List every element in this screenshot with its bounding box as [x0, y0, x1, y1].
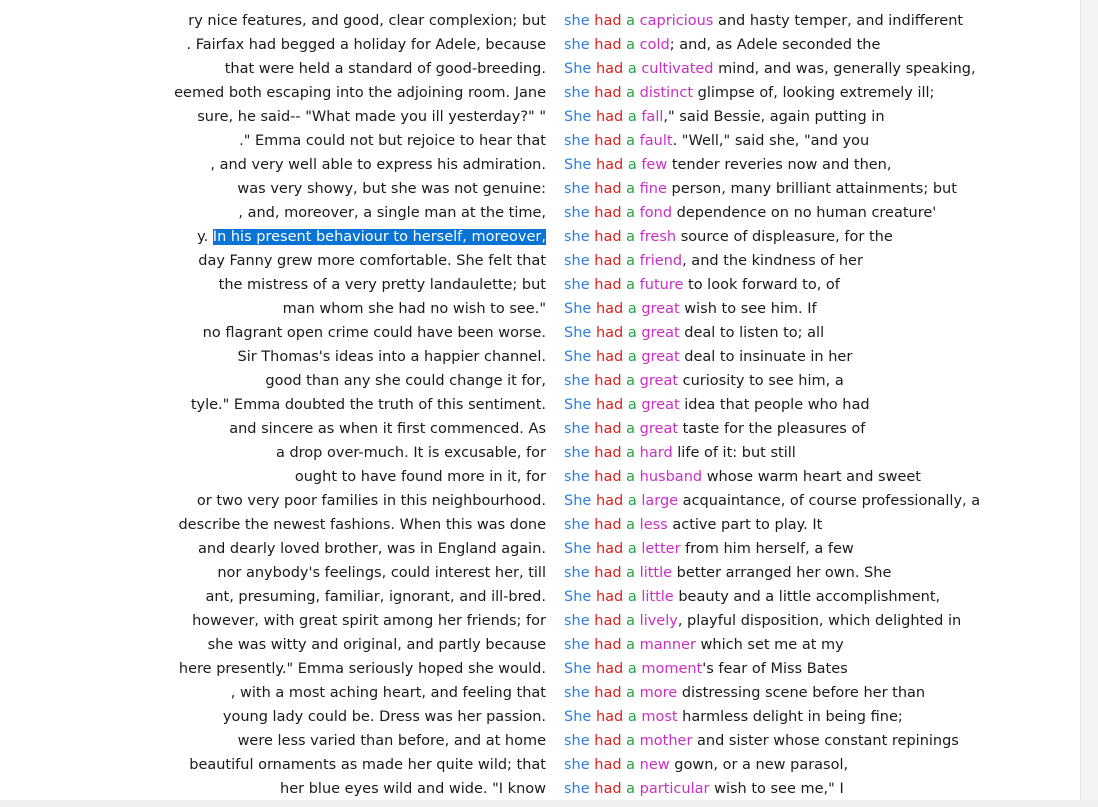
- node-word-a: a: [627, 61, 637, 77]
- concordance-line[interactable]: [0, 345, 1082, 369]
- collocate-word: great: [639, 421, 679, 437]
- concordance-line[interactable]: [0, 57, 1082, 81]
- left-context: nor anybody's feelings, could interest her, till: [217, 565, 546, 581]
- node-word-a: a: [626, 421, 636, 437]
- node-word-a: a: [626, 757, 636, 773]
- collocate-word: future: [639, 277, 684, 293]
- concordance-line[interactable]: [0, 537, 1082, 561]
- concordance-line[interactable]: [0, 609, 1082, 633]
- collocate-word: great: [641, 301, 680, 317]
- collocate-word: particular: [639, 781, 710, 797]
- node-word-a: a: [626, 445, 636, 461]
- left-context: eemed both escaping into the adjoining room. Jane: [174, 85, 546, 101]
- concordance-line[interactable]: [0, 33, 1082, 57]
- node-word-she: she: [564, 277, 590, 293]
- left-context: sure, he said-- "What made you ill yesterday?" ": [197, 109, 546, 125]
- node-and-right-context: [564, 393, 870, 417]
- node-and-right-context: [564, 201, 936, 225]
- node-word-she: she: [564, 517, 590, 533]
- left-context: she was witty and original, and partly because: [207, 637, 546, 653]
- concordance-line[interactable]: [0, 633, 1082, 657]
- node-and-right-context: [564, 441, 796, 465]
- node-word-a: a: [627, 709, 637, 725]
- right-context: deal to insinuate in her: [679, 349, 853, 365]
- node-and-right-context: [564, 33, 880, 57]
- concordance-line[interactable]: [0, 657, 1082, 681]
- node-word-a: a: [627, 325, 637, 341]
- node-and-right-context: [564, 153, 891, 177]
- left-context: , with a most aching heart, and feeling that: [230, 685, 546, 701]
- right-context: 's fear of Miss Bates: [702, 661, 848, 677]
- left-context: was very showy, but she was not genuine:: [237, 181, 546, 197]
- node-and-right-context: [564, 225, 893, 249]
- node-word-she: She: [564, 61, 592, 77]
- collocate-word: friend: [639, 253, 683, 269]
- node-word-she: she: [564, 373, 590, 389]
- node-word-had: had: [594, 85, 622, 101]
- node-word-she: She: [564, 325, 592, 341]
- concordance-line[interactable]: [0, 369, 1082, 393]
- collocate-word: cold: [639, 37, 670, 53]
- right-context: ," said Bessie, again putting in: [663, 109, 885, 125]
- right-context: life of it: but still: [672, 445, 796, 461]
- left-context: and sincere as when it first commenced. As: [229, 421, 546, 437]
- right-context: tender reveries now and then,: [667, 157, 892, 173]
- node-and-right-context: [564, 105, 885, 129]
- left-context: day Fanny grew more comfortable. She felt that: [198, 253, 546, 269]
- left-context: ant, presuming, familiar, ignorant, and ill-bred.: [205, 589, 546, 605]
- concordance-line[interactable]: [0, 153, 1082, 177]
- right-context: wish to see him. If: [679, 301, 817, 317]
- collocate-word: lively: [639, 613, 678, 629]
- node-word-had: had: [595, 493, 624, 509]
- node-and-right-context: [564, 657, 848, 681]
- node-word-she: She: [564, 349, 592, 365]
- concordance-line[interactable]: [0, 177, 1082, 201]
- left-context: [197, 225, 546, 249]
- concordance-line[interactable]: [0, 705, 1082, 729]
- concordance-line[interactable]: [0, 105, 1082, 129]
- node-word-she: she: [564, 13, 590, 29]
- node-and-right-context: [564, 513, 822, 537]
- node-word-a: a: [627, 397, 637, 413]
- node-word-had: had: [595, 397, 624, 413]
- node-word-had: had: [594, 13, 622, 29]
- node-word-a: a: [627, 493, 637, 509]
- node-word-had: had: [594, 277, 622, 293]
- node-word-she: She: [564, 157, 592, 173]
- node-and-right-context: [564, 705, 903, 729]
- node-word-she: She: [564, 301, 592, 317]
- node-word-she: she: [564, 205, 590, 221]
- concordance-line[interactable]: [0, 729, 1082, 753]
- collocate-word: fault: [639, 133, 673, 149]
- node-and-right-context: [564, 273, 840, 297]
- node-word-a: a: [627, 301, 637, 317]
- node-and-right-context: [564, 321, 824, 345]
- collocate-word: fond: [639, 205, 673, 221]
- node-and-right-context: [564, 753, 848, 777]
- node-word-a: a: [626, 133, 636, 149]
- right-context: person, many brilliant attainments; but: [666, 181, 957, 197]
- right-context: mind, and was, generally speaking,: [713, 61, 976, 77]
- left-context: and dearly loved brother, was in England again.: [198, 541, 546, 557]
- left-context: a drop over-much. It is excusable, for: [275, 445, 546, 461]
- node-word-she: she: [564, 181, 590, 197]
- collocate-word: husband: [639, 469, 703, 485]
- node-word-had: had: [595, 541, 624, 557]
- node-word-she: She: [564, 397, 592, 413]
- node-word-she: She: [564, 589, 592, 605]
- collocate-word: little: [639, 565, 673, 581]
- concordance-line[interactable]: [0, 441, 1082, 465]
- node-word-a: a: [626, 253, 636, 269]
- collocate-word: capricious: [639, 13, 714, 29]
- node-word-she: She: [564, 709, 592, 725]
- node-and-right-context: [564, 129, 869, 153]
- node-word-a: a: [626, 13, 636, 29]
- right-context: and hasty temper, and indifferent: [713, 13, 964, 29]
- right-context: idea that people who had: [679, 397, 870, 413]
- left-context: describe the newest fashions. When this was done: [178, 517, 546, 533]
- node-word-had: had: [594, 229, 622, 245]
- left-context: Sir Thomas's ideas into a happier channel.: [237, 349, 546, 365]
- node-and-right-context: [564, 417, 865, 441]
- collocate-word: new: [639, 757, 670, 773]
- node-word-a: a: [626, 685, 636, 701]
- left-context: . Fairfax had begged a holiday for Adele, because: [186, 37, 546, 53]
- right-context: whose warm heart and sweet: [702, 469, 921, 485]
- right-context: wish to see me," I: [709, 781, 844, 797]
- node-word-had: had: [595, 109, 624, 125]
- node-word-she: She: [564, 541, 592, 557]
- concordance-line[interactable]: [0, 489, 1082, 513]
- collocate-word: fine: [639, 181, 667, 197]
- concordance-line[interactable]: [0, 9, 1082, 33]
- node-word-had: had: [594, 565, 622, 581]
- right-context: taste for the pleasures of: [678, 421, 866, 437]
- collocate-word: fresh: [639, 229, 677, 245]
- node-word-had: had: [595, 709, 624, 725]
- horizontal-scrollbar[interactable]: [0, 800, 1098, 807]
- left-context: beautiful ornaments as made her quite wild; that: [189, 757, 546, 773]
- left-context: her blue eyes wild and wide. "I know: [280, 781, 546, 797]
- node-word-she: she: [564, 733, 590, 749]
- node-word-had: had: [594, 445, 622, 461]
- right-context: to look forward to, of: [683, 277, 840, 293]
- node-word-had: had: [594, 253, 622, 269]
- node-word-had: had: [594, 205, 622, 221]
- node-word-had: had: [594, 181, 622, 197]
- right-context: source of displeasure, for the: [676, 229, 893, 245]
- right-context: glimpse of, looking extremely ill;: [693, 85, 935, 101]
- node-word-had: had: [594, 757, 622, 773]
- left-context: , and very well able to express his admiration.: [210, 157, 546, 173]
- left-context: ." Emma could not but rejoice to hear that: [239, 133, 546, 149]
- selected-text[interactable]: In his present behaviour to herself, moreover,: [212, 229, 546, 245]
- node-word-she: she: [564, 613, 590, 629]
- right-context: curiosity to see him, a: [678, 373, 844, 389]
- node-word-a: a: [626, 181, 636, 197]
- node-word-a: a: [626, 613, 636, 629]
- right-context: beauty and a little accomplishment,: [673, 589, 941, 605]
- left-context: the mistress of a very pretty landaulette; but: [218, 277, 546, 293]
- node-word-a: a: [626, 85, 636, 101]
- collocate-word: little: [641, 589, 674, 605]
- collocate-word: letter: [641, 541, 681, 557]
- node-word-had: had: [595, 661, 624, 677]
- node-and-right-context: [564, 681, 925, 705]
- node-and-right-context: [564, 81, 934, 105]
- node-word-had: had: [594, 685, 622, 701]
- node-word-had: had: [595, 589, 624, 605]
- node-word-she: she: [564, 637, 590, 653]
- concordance-line[interactable]: [0, 225, 1082, 249]
- node-word-she: she: [564, 253, 590, 269]
- right-context: ; and, as Adele seconded the: [669, 37, 881, 53]
- right-context: better arranged her own. She: [672, 565, 892, 581]
- node-word-had: had: [595, 61, 624, 77]
- right-context: harmless delight in being fine;: [677, 709, 903, 725]
- node-and-right-context: [564, 585, 940, 609]
- left-context-prefix: y.: [197, 229, 213, 245]
- concordance-line[interactable]: [0, 297, 1082, 321]
- node-word-a: a: [626, 373, 636, 389]
- collocate-word: moment: [641, 661, 703, 677]
- collocate-word: large: [641, 493, 679, 509]
- node-word-she: She: [564, 109, 592, 125]
- node-word-she: She: [564, 493, 592, 509]
- left-context: man whom she had no wish to see.": [282, 301, 546, 317]
- collocate-word: manner: [639, 637, 696, 653]
- node-and-right-context: [564, 489, 980, 513]
- node-and-right-context: [564, 537, 854, 561]
- right-context: from him herself, a few: [680, 541, 854, 557]
- node-word-a: a: [627, 661, 637, 677]
- node-and-right-context: [564, 297, 817, 321]
- node-and-right-context: [564, 561, 891, 585]
- collocate-word: most: [641, 709, 678, 725]
- concordance-line[interactable]: [0, 417, 1082, 441]
- node-word-a: a: [627, 541, 637, 557]
- node-word-she: she: [564, 421, 590, 437]
- concordance-line[interactable]: [0, 81, 1082, 105]
- node-and-right-context: [564, 729, 959, 753]
- concordance-line[interactable]: [0, 585, 1082, 609]
- node-word-a: a: [626, 229, 636, 245]
- node-word-a: a: [627, 349, 637, 365]
- node-and-right-context: [564, 465, 921, 489]
- node-word-a: a: [626, 781, 636, 797]
- node-word-a: a: [626, 277, 636, 293]
- left-context: good than any she could change it for,: [265, 373, 546, 389]
- node-word-a: a: [626, 637, 636, 653]
- collocate-word: great: [641, 349, 680, 365]
- node-word-a: a: [626, 733, 636, 749]
- right-context: gown, or a new parasol,: [669, 757, 849, 773]
- node-word-had: had: [595, 349, 624, 365]
- left-context: were less varied than before, and at home: [237, 733, 546, 749]
- node-and-right-context: [564, 177, 957, 201]
- collocate-word: distinct: [639, 85, 694, 101]
- node-and-right-context: [564, 249, 863, 273]
- node-word-had: had: [594, 421, 622, 437]
- node-word-had: had: [594, 469, 622, 485]
- vertical-scrollbar[interactable]: [1080, 0, 1098, 807]
- left-context: young lady could be. Dress was her passion.: [222, 709, 546, 725]
- node-word-she: she: [564, 229, 590, 245]
- left-context: that were held a standard of good-breeding.: [224, 61, 546, 77]
- left-context: ry nice features, and good, clear complexion; but: [188, 13, 546, 29]
- node-word-a: a: [626, 205, 636, 221]
- node-word-a: a: [627, 157, 637, 173]
- concordance-line[interactable]: [0, 513, 1082, 537]
- left-context: , and, moreover, a single man at the time,: [238, 205, 546, 221]
- node-and-right-context: [564, 9, 963, 33]
- node-word-a: a: [626, 517, 636, 533]
- collocate-word: less: [639, 517, 668, 533]
- right-context: acquaintance, of course professionally, a: [678, 493, 981, 509]
- concordance-line[interactable]: [0, 273, 1082, 297]
- collocate-word: cultivated: [641, 61, 714, 77]
- concordance-line[interactable]: [0, 561, 1082, 585]
- node-word-she: she: [564, 565, 590, 581]
- node-word-had: had: [595, 325, 624, 341]
- concordance-line[interactable]: [0, 129, 1082, 153]
- node-word-she: she: [564, 781, 590, 797]
- node-and-right-context: [564, 345, 852, 369]
- concordance-line[interactable]: [0, 753, 1082, 777]
- node-word-she: she: [564, 445, 590, 461]
- node-word-a: a: [627, 589, 637, 605]
- node-word-had: had: [594, 517, 622, 533]
- node-and-right-context: [564, 609, 961, 633]
- right-context: distressing scene before her than: [677, 685, 926, 701]
- left-context: or two very poor families in this neighbourhood.: [196, 493, 546, 509]
- left-context: no flagrant open crime could have been worse.: [202, 325, 546, 341]
- node-word-she: She: [564, 661, 592, 677]
- node-word-had: had: [594, 637, 622, 653]
- node-word-a: a: [626, 469, 636, 485]
- node-word-a: a: [627, 109, 637, 125]
- concordance-line[interactable]: [0, 777, 1082, 801]
- right-context: which set me at my: [695, 637, 844, 653]
- collocate-word: few: [641, 157, 668, 173]
- node-word-she: she: [564, 133, 590, 149]
- right-context: active part to play. It: [667, 517, 823, 533]
- concordance-line[interactable]: [0, 393, 1082, 417]
- node-word-had: had: [595, 157, 624, 173]
- concordance-line[interactable]: [0, 465, 1082, 489]
- concordance-line[interactable]: [0, 249, 1082, 273]
- node-and-right-context: [564, 369, 844, 393]
- node-word-had: had: [595, 301, 624, 317]
- node-word-had: had: [594, 733, 622, 749]
- node-word-she: she: [564, 85, 590, 101]
- node-word-a: a: [626, 565, 636, 581]
- collocate-word: great: [641, 397, 680, 413]
- collocate-word: hard: [639, 445, 673, 461]
- node-word-had: had: [594, 781, 622, 797]
- left-context: tyle." Emma doubted the truth of this sentiment.: [190, 397, 546, 413]
- left-context: here presently." Emma seriously hoped she would.: [178, 661, 546, 677]
- collocate-word: fall: [641, 109, 664, 125]
- collocate-word: great: [641, 325, 680, 341]
- right-context: and sister whose constant repinings: [692, 733, 959, 749]
- node-word-she: she: [564, 757, 590, 773]
- node-word-had: had: [594, 613, 622, 629]
- right-context: deal to listen to; all: [679, 325, 825, 341]
- node-and-right-context: [564, 57, 976, 81]
- right-context: , playful disposition, which delighted in: [677, 613, 962, 629]
- node-word-she: she: [564, 685, 590, 701]
- concordance-view[interactable]: [0, 9, 1082, 801]
- node-word-she: she: [564, 37, 590, 53]
- node-word-had: had: [594, 133, 622, 149]
- right-context: . "Well," said she, "and you: [672, 133, 870, 149]
- node-word-she: she: [564, 469, 590, 485]
- left-context: however, with great spirit among her friends; for: [192, 613, 546, 629]
- concordance-line[interactable]: [0, 321, 1082, 345]
- left-context: ought to have found more in it, for: [294, 469, 546, 485]
- collocate-word: mother: [639, 733, 693, 749]
- concordance-line[interactable]: [0, 681, 1082, 705]
- collocate-word: great: [639, 373, 679, 389]
- node-and-right-context: [564, 777, 844, 801]
- node-word-had: had: [594, 37, 622, 53]
- right-context: dependence on no human creature': [672, 205, 937, 221]
- node-word-had: had: [594, 373, 622, 389]
- node-word-a: a: [626, 37, 636, 53]
- right-context: , and the kindness of her: [682, 253, 863, 269]
- concordance-line[interactable]: [0, 201, 1082, 225]
- node-and-right-context: [564, 633, 844, 657]
- collocate-word: more: [639, 685, 678, 701]
